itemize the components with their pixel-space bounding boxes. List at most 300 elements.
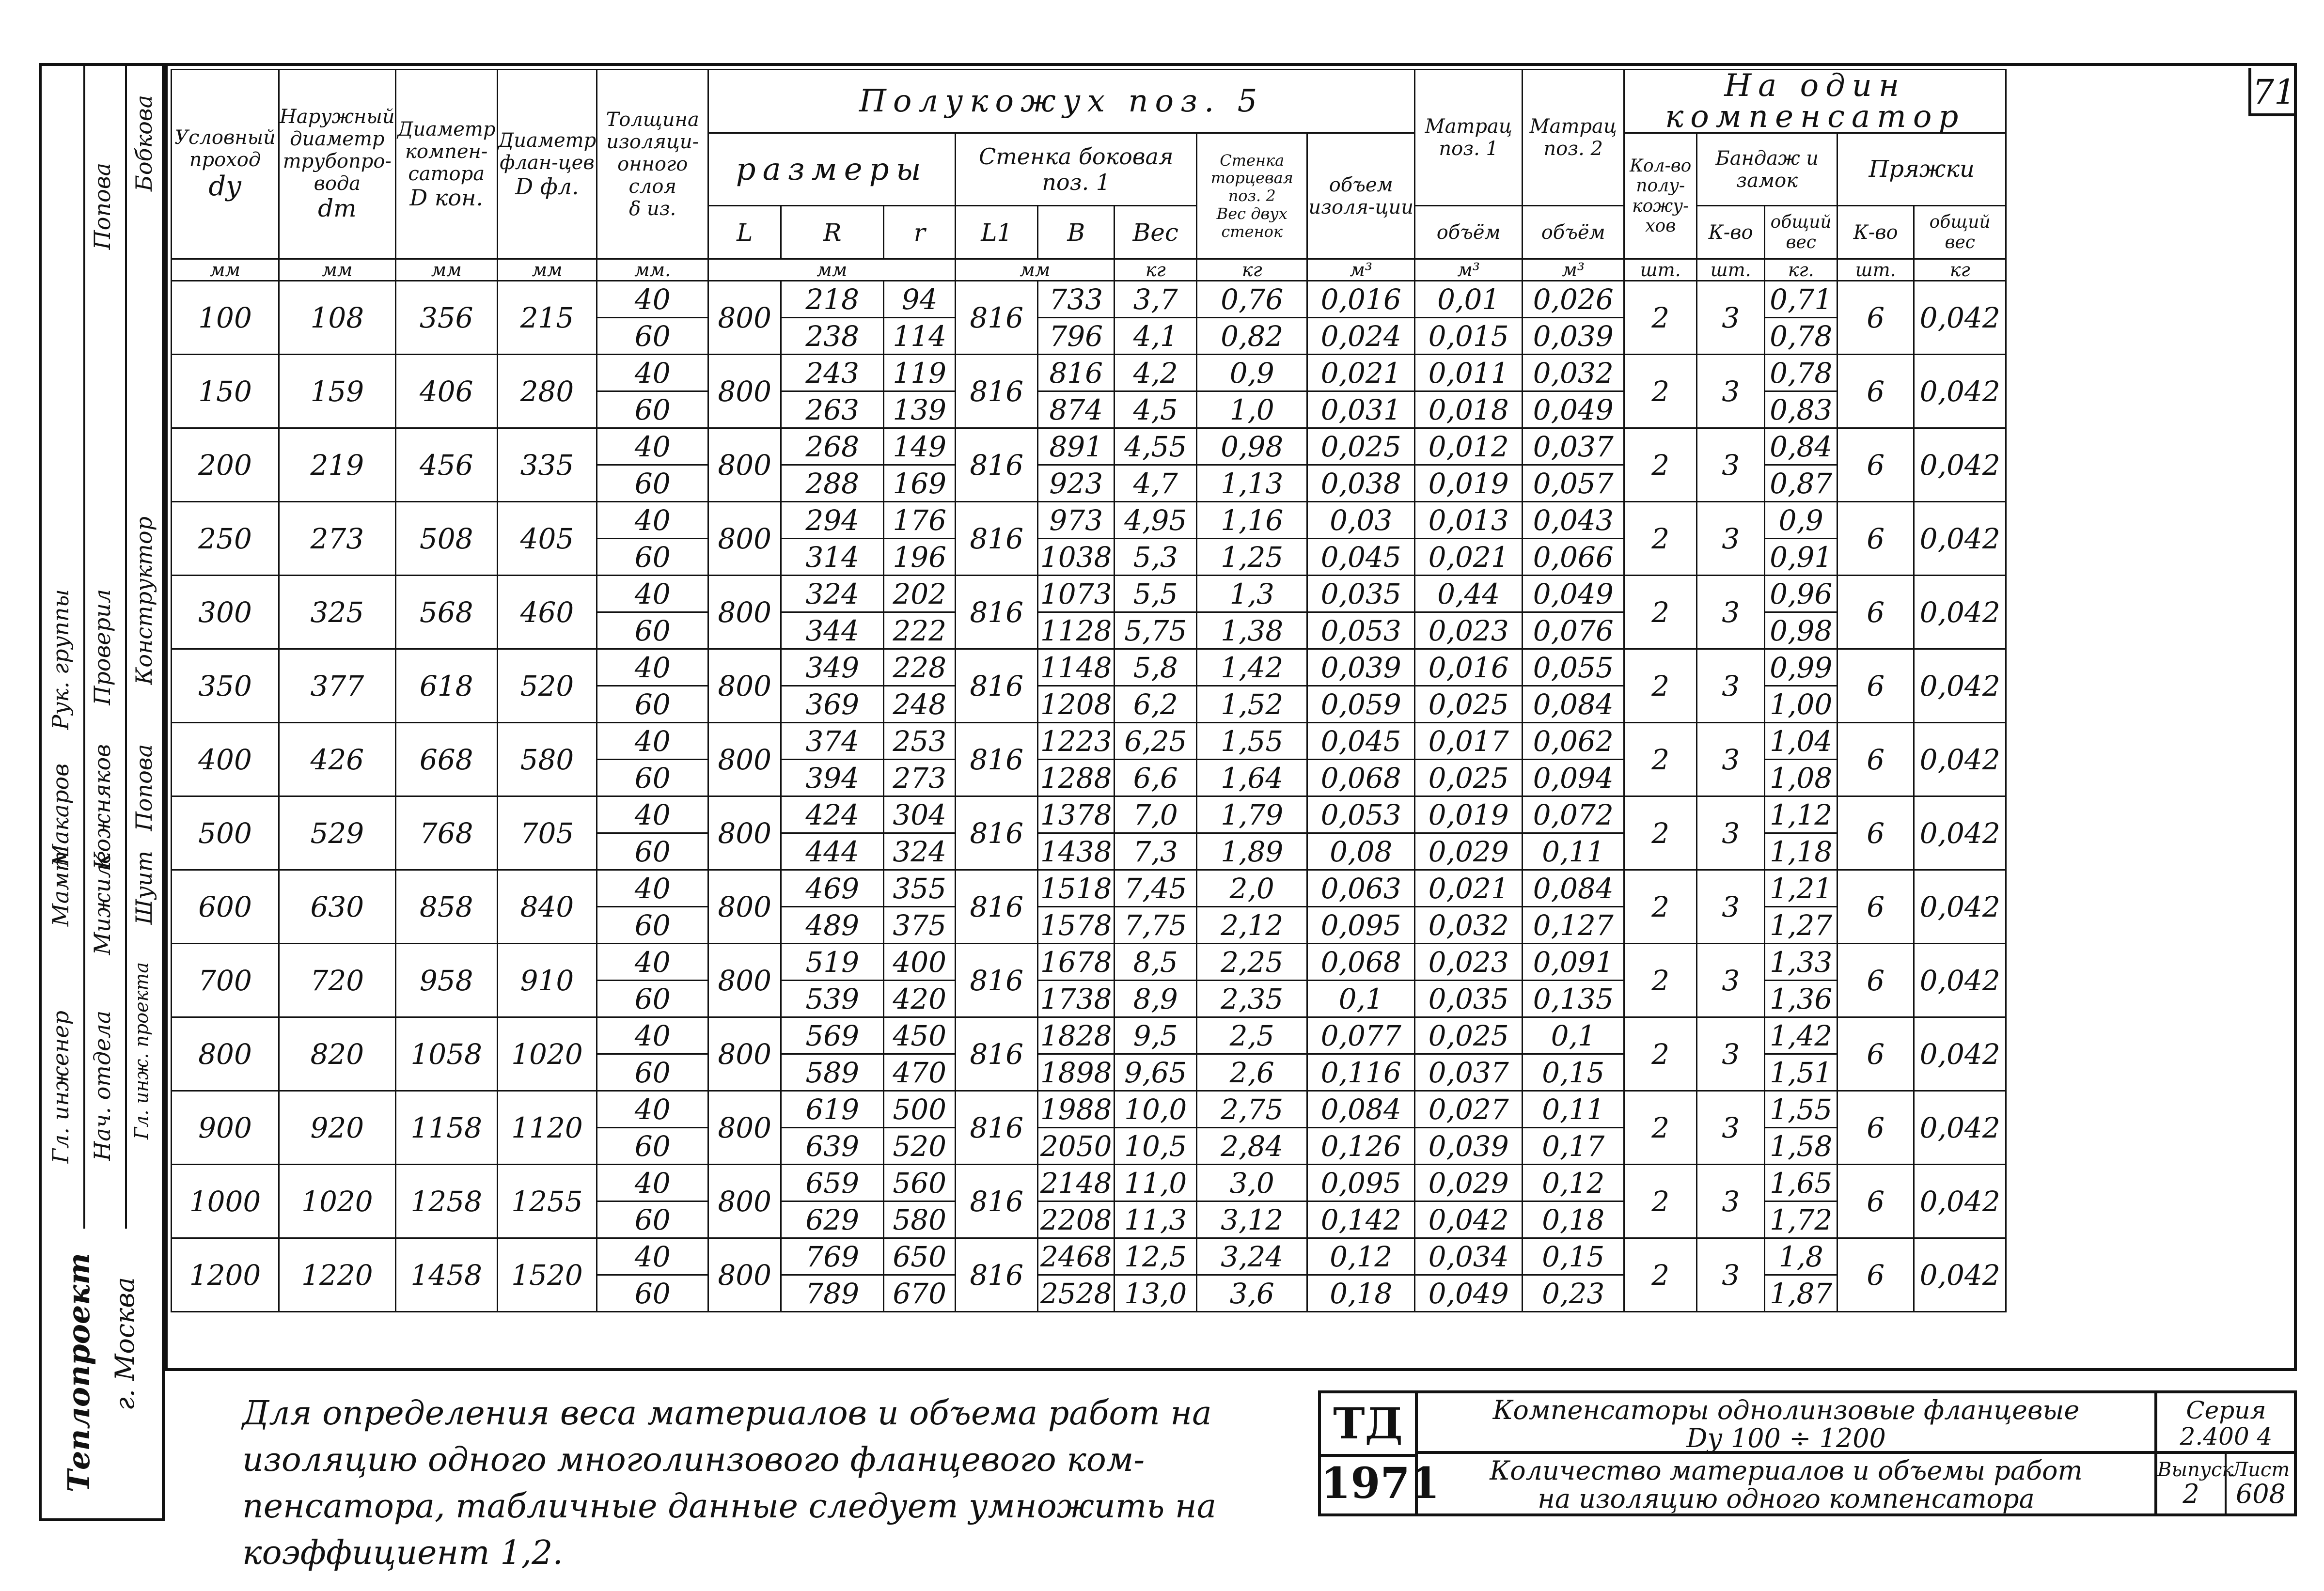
stamp-role-chief-engineer: Гл. инженер [47,1011,74,1164]
cell-end-weight: 0,9 [1197,355,1307,391]
cell-mattress-2: 0,018 [1415,391,1523,428]
cell-dy: 900 [172,1091,279,1165]
cell-band-qty: 3 [1697,428,1765,502]
cell-thickness: 40 [597,796,708,833]
cell-r: 324 [884,833,956,870]
cell-end-weight: 1,13 [1197,465,1307,502]
organization-name: Теплопроект [61,1253,96,1493]
header-conditional-pass [172,70,279,259]
cell-buckle-qty: 6 [1837,796,1914,870]
header-L: L [708,206,781,259]
cell-thickness: 40 [597,355,708,391]
cell-B: 1828 [1038,1017,1115,1054]
cell-buckle-weight: 0,042 [1914,281,2006,355]
unit-cell: кг [1115,259,1197,281]
cell-mattress-1: 0,18 [1307,1275,1415,1312]
cell-half-casing-qty: 2 [1624,576,1697,649]
header-insulation-volume: объем изоля-ции [1307,133,1415,259]
cell-R: 324 [781,576,884,612]
cell-mattress-1: 0,084 [1307,1091,1415,1128]
cell-band-weight: 1,27 [1765,907,1837,944]
cell-band-qty: 3 [1697,502,1765,576]
cell-band-weight: 0,99 [1765,649,1837,686]
cell-L1: 816 [956,723,1038,796]
materials-table [171,69,2007,1312]
cell-ins-volume: 0,18 [1523,1201,1624,1238]
cell-weight: 6,25 [1115,723,1197,760]
cell-df: 405 [497,502,597,576]
cell-B: 1578 [1038,907,1115,944]
cell-dy: 250 [172,502,279,576]
cell-buckle-weight: 0,042 [1914,1091,2006,1165]
title-block-issue-value: 2 [2183,1479,2199,1509]
cell-dt: 720 [279,944,396,1017]
cell-mattress-1: 0,095 [1307,1165,1415,1201]
cell-thickness: 40 [597,1238,708,1275]
cell-thickness: 40 [597,1165,708,1201]
cell-mattress-2: 0,019 [1415,465,1523,502]
header-sizes: размеры [708,133,956,206]
cell-band-qty: 3 [1697,649,1765,723]
cell-mattress-1: 0,063 [1307,870,1415,907]
cell-L1: 816 [956,649,1038,723]
cell-band-weight: 0,9 [1765,502,1837,539]
cell-half-casing-qty: 2 [1624,281,1697,355]
stamp-name-designer: Попова [131,744,157,831]
cell-weight: 7,75 [1115,907,1197,944]
cell-end-weight: 1,55 [1197,723,1307,760]
header-outer-diameter-symbol: dт [318,194,357,223]
cell-dk: 958 [395,944,497,1017]
cell-R: 344 [781,612,884,649]
cell-r: 149 [884,428,956,465]
cell-L: 800 [708,355,781,428]
cell-R: 469 [781,870,884,907]
cell-ins-volume: 0,1 [1523,1017,1624,1054]
cell-dy: 800 [172,1017,279,1091]
cell-dt: 1220 [279,1238,396,1312]
cell-end-weight: 2,0 [1197,870,1307,907]
cell-mattress-1: 0,08 [1307,833,1415,870]
cell-df: 335 [497,428,597,502]
cell-r: 670 [884,1275,956,1312]
cell-band-qty: 3 [1697,355,1765,428]
cell-end-weight: 3,0 [1197,1165,1307,1201]
cell-buckle-qty: 6 [1837,1091,1914,1165]
cell-band-qty: 3 [1697,796,1765,870]
cell-end-weight: 1,64 [1197,760,1307,796]
cell-thickness: 60 [597,391,708,428]
cell-thickness: 40 [597,428,708,465]
cell-buckle-qty: 6 [1837,1165,1914,1238]
cell-mattress-1: 0,045 [1307,723,1415,760]
cell-band-weight: 0,78 [1765,355,1837,391]
unit-cell: шт. [1697,259,1765,281]
cell-mattress-1: 0,068 [1307,760,1415,796]
cell-df: 215 [497,281,597,355]
cell-R: 789 [781,1275,884,1312]
cell-mattress-1: 0,12 [1307,1238,1415,1275]
header-end-wall [1197,133,1307,259]
cell-mattress-2: 0,029 [1415,833,1523,870]
cell-weight: 4,55 [1115,428,1197,465]
title-block-issue-label: Выпуск [2157,1459,2234,1481]
cell-band-qty: 3 [1697,1238,1765,1312]
cell-buckle-weight: 0,042 [1914,649,2006,723]
cell-L1: 816 [956,870,1038,944]
cell-ins-volume: 0,043 [1523,502,1624,539]
cell-L1: 816 [956,428,1038,502]
header-flange-diameter-symbol: D фл. [515,173,579,200]
cell-thickness: 40 [597,723,708,760]
cell-L: 800 [708,944,781,1017]
cell-B: 1073 [1038,576,1115,612]
unit-cell: мм [497,259,597,281]
unit-cell: мм [956,259,1115,281]
title-block-title-1a: Компенсаторы однолинзовые фланцевые [1492,1395,2080,1425]
cell-band-weight: 1,12 [1765,796,1837,833]
cell-r: 139 [884,391,956,428]
organization-block [51,1238,158,1519]
unit-cell: м³ [1307,259,1415,281]
stamp-sidebar [39,63,165,1521]
cell-dy: 150 [172,355,279,428]
cell-df: 1255 [497,1165,597,1238]
cell-end-weight: 1,89 [1197,833,1307,870]
cell-L1: 816 [956,502,1038,576]
cell-mattress-2: 0,01 [1415,281,1523,318]
stamp-top-name-1: Попова [89,163,115,250]
header-per-compensator: На один компенсатор [1624,70,2006,133]
cell-band-weight: 1,65 [1765,1165,1837,1201]
cell-band-weight: 0,96 [1765,576,1837,612]
cell-dt: 219 [279,428,396,502]
cell-mattress-2: 0,013 [1415,502,1523,539]
cell-thickness: 60 [597,981,708,1017]
cell-ins-volume: 0,23 [1523,1275,1624,1312]
cell-r: 520 [884,1128,956,1165]
header-B: B [1038,206,1115,259]
cell-B: 2468 [1038,1238,1115,1275]
cell-weight: 10,5 [1115,1128,1197,1165]
cell-thickness: 40 [597,1091,708,1128]
cell-weight: 3,7 [1115,281,1197,318]
cell-buckle-weight: 0,042 [1914,428,2006,502]
cell-dy: 1200 [172,1238,279,1312]
cell-dk: 1458 [395,1238,497,1312]
cell-dk: 1058 [395,1017,497,1091]
cell-L1: 816 [956,796,1038,870]
cell-ins-volume: 0,11 [1523,1091,1624,1128]
organization-city: г. Москва [110,1277,140,1411]
cell-B: 2148 [1038,1165,1115,1201]
cell-buckle-weight: 0,042 [1914,1238,2006,1312]
header-L1: L1 [956,206,1038,259]
cell-weight: 7,3 [1115,833,1197,870]
cell-band-qty: 3 [1697,1017,1765,1091]
cell-band-weight: 0,91 [1765,539,1837,576]
cell-dt: 1020 [279,1165,396,1238]
cell-half-casing-qty: 2 [1624,428,1697,502]
cell-R: 589 [781,1054,884,1091]
cell-mattress-2: 0,032 [1415,907,1523,944]
header-outer-diameter-label: Наружный диаметр трубопро-вода [280,106,395,195]
cell-ins-volume: 0,032 [1523,355,1624,391]
cell-band-weight: 1,04 [1765,723,1837,760]
cell-buckle-qty: 6 [1837,649,1914,723]
header-buckle-weight: общий вес [1914,206,2006,259]
cell-dy: 200 [172,428,279,502]
cell-L: 800 [708,870,781,944]
cell-ins-volume: 0,057 [1523,465,1624,502]
cell-mattress-1: 0,053 [1307,796,1415,833]
cell-buckle-qty: 6 [1837,723,1914,796]
cell-r: 375 [884,907,956,944]
cell-B: 923 [1038,465,1115,502]
cell-weight: 5,5 [1115,576,1197,612]
cell-ins-volume: 0,049 [1523,391,1624,428]
cell-buckle-weight: 0,042 [1914,796,2006,870]
cell-band-weight: 1,08 [1765,760,1837,796]
cell-R: 349 [781,649,884,686]
cell-half-casing-qty: 2 [1624,796,1697,870]
cell-ins-volume: 0,037 [1523,428,1624,465]
cell-half-casing-qty: 2 [1624,649,1697,723]
table-row [172,723,2006,760]
cell-r: 222 [884,612,956,649]
cell-df: 1020 [497,1017,597,1091]
cell-mattress-1: 0,045 [1307,539,1415,576]
cell-band-weight: 1,51 [1765,1054,1837,1091]
table-row [172,796,2006,833]
cell-B: 1148 [1038,649,1115,686]
header-conditional-pass-symbol: dу [208,170,242,202]
cell-ins-volume: 0,15 [1523,1054,1624,1091]
table-row [172,1238,2006,1275]
cell-band-qty: 3 [1697,1091,1765,1165]
page-number: 71 [2248,68,2297,116]
cell-B: 874 [1038,391,1115,428]
cell-half-casing-qty: 2 [1624,502,1697,576]
cell-band-weight: 0,98 [1765,612,1837,649]
cell-band-weight: 0,71 [1765,281,1837,318]
cell-thickness: 60 [597,907,708,944]
cell-df: 840 [497,870,597,944]
cell-half-casing-qty: 2 [1624,723,1697,796]
header-r: r [884,206,956,259]
title-block-issue [2154,1454,2234,1514]
cell-band-qty: 3 [1697,870,1765,944]
cell-buckle-weight: 0,042 [1914,870,2006,944]
cell-ins-volume: 0,11 [1523,833,1624,870]
cell-mattress-1: 0,077 [1307,1017,1415,1054]
cell-dy: 700 [172,944,279,1017]
cell-band-qty: 3 [1697,723,1765,796]
cell-dt: 426 [279,723,396,796]
cell-end-weight: 1,3 [1197,576,1307,612]
unit-cell: кг [1914,259,2006,281]
cell-mattress-2: 0,025 [1415,1017,1523,1054]
unit-cell: м³ [1523,259,1624,281]
cell-buckle-weight: 0,042 [1914,723,2006,796]
cell-R: 489 [781,907,884,944]
stamp-name-chief-project-engineer: Шуит [131,851,157,925]
cell-L: 800 [708,649,781,723]
header-buckles: Пряжки [1837,133,2006,206]
cell-dt: 529 [279,796,396,870]
cell-buckle-qty: 6 [1837,428,1914,502]
title-block-sheet-label: Лист [2231,1459,2290,1481]
header-insulation-thickness-label: Толщина изоляци-онного слоя [606,109,699,198]
table-row [172,649,2006,686]
title-block-code [1321,1393,1440,1514]
cell-L1: 816 [956,281,1038,355]
cell-mattress-2: 0,012 [1415,428,1523,465]
cell-df: 705 [497,796,597,870]
table-row [172,1091,2006,1128]
cell-dy: 1000 [172,1165,279,1238]
cell-end-weight: 1,16 [1197,502,1307,539]
cell-end-weight: 3,6 [1197,1275,1307,1312]
cell-weight: 11,3 [1115,1201,1197,1238]
cell-end-weight: 2,35 [1197,981,1307,1017]
cell-R: 769 [781,1238,884,1275]
cell-L: 800 [708,723,781,796]
cell-buckle-qty: 6 [1837,870,1914,944]
cell-dk: 618 [395,649,497,723]
cell-band-weight: 0,87 [1765,465,1837,502]
title-block-title-1b: Dу 100 ÷ 1200 [1686,1423,1886,1453]
cell-weight: 13,0 [1115,1275,1197,1312]
cell-R: 619 [781,1091,884,1128]
cell-r: 470 [884,1054,956,1091]
cell-end-weight: 0,98 [1197,428,1307,465]
cell-band-weight: 1,42 [1765,1017,1837,1054]
cell-band-qty: 3 [1697,281,1765,355]
table-row [172,944,2006,981]
cell-ins-volume: 0,066 [1523,539,1624,576]
cell-buckle-weight: 0,042 [1914,944,2006,1017]
cell-band-qty: 3 [1697,944,1765,1017]
cell-mattress-2: 0,021 [1415,539,1523,576]
cell-end-weight: 1,25 [1197,539,1307,576]
cell-buckle-qty: 6 [1837,1017,1914,1091]
cell-thickness: 60 [597,760,708,796]
cell-mattress-2: 0,039 [1415,1128,1523,1165]
cell-dk: 456 [395,428,497,502]
cell-thickness: 60 [597,1275,708,1312]
header-half-casing: Полукожух поз. 5 [708,70,1415,133]
footnote: Для определения веса материалов и объема работ на изоляцию одного многолинзового фланцевого ком-пенсатора, табличные данные следует умножить на коэффициент 1,2. [242,1394,1217,1572]
cell-r: 450 [884,1017,956,1054]
cell-buckle-qty: 6 [1837,1238,1914,1312]
cell-R: 444 [781,833,884,870]
cell-L1: 816 [956,1017,1038,1091]
cell-mattress-1: 0,024 [1307,318,1415,355]
cell-weight: 4,7 [1115,465,1197,502]
cell-B: 1223 [1038,723,1115,760]
cell-buckle-qty: 6 [1837,355,1914,428]
title-block-td: ТД [1321,1393,1415,1457]
cell-dt: 108 [279,281,396,355]
cell-end-weight: 3,12 [1197,1201,1307,1238]
cell-band-weight: 0,83 [1765,391,1837,428]
cell-L1: 816 [956,1091,1038,1165]
stamp-name-dept-head: Мижиле [89,851,115,955]
cell-dy: 300 [172,576,279,649]
unit-cell: м³ [1415,259,1523,281]
unit-cell: мм [395,259,497,281]
unit-cell: мм [708,259,956,281]
cell-mattress-2: 0,034 [1415,1238,1523,1275]
cell-dk: 508 [395,502,497,576]
cell-L1: 816 [956,1165,1038,1238]
cell-B: 816 [1038,355,1115,391]
cell-R: 268 [781,428,884,465]
cell-weight: 10,0 [1115,1091,1197,1128]
cell-L: 800 [708,1238,781,1312]
cell-L: 800 [708,796,781,870]
cell-buckle-qty: 6 [1837,944,1914,1017]
cell-r: 400 [884,944,956,981]
cell-end-weight: 2,75 [1197,1091,1307,1128]
cell-r: 228 [884,649,956,686]
cell-dk: 1158 [395,1091,497,1165]
cell-half-casing-qty: 2 [1624,1238,1697,1312]
cell-half-casing-qty: 2 [1624,355,1697,428]
cell-thickness: 60 [597,539,708,576]
cell-ins-volume: 0,17 [1523,1128,1624,1165]
cell-weight: 11,0 [1115,1165,1197,1201]
table-row [172,355,2006,391]
cell-L: 800 [708,428,781,502]
title-block-series-value: 2.400 4 [2180,1422,2273,1451]
cell-half-casing-qty: 2 [1624,1091,1697,1165]
cell-B: 1518 [1038,870,1115,907]
cell-dt: 325 [279,576,396,649]
cell-r: 196 [884,539,956,576]
header-R: R [781,206,884,259]
cell-B: 2208 [1038,1201,1115,1238]
cell-df: 1520 [497,1238,597,1312]
cell-ins-volume: 0,12 [1523,1165,1624,1201]
cell-weight: 9,5 [1115,1017,1197,1054]
cell-ins-volume: 0,076 [1523,612,1624,649]
cell-band-weight: 1,00 [1765,686,1837,723]
cell-ins-volume: 0,062 [1523,723,1624,760]
cell-B: 1738 [1038,981,1115,1017]
cell-df: 460 [497,576,597,649]
cell-ins-volume: 0,15 [1523,1238,1624,1275]
cell-mattress-1: 0,035 [1307,576,1415,612]
header-end-wall-sub: Вес двух стенок [1216,204,1288,241]
cell-r: 420 [884,981,956,1017]
cell-end-weight: 2,84 [1197,1128,1307,1165]
cell-dk: 406 [395,355,497,428]
cell-mattress-1: 0,025 [1307,428,1415,465]
cell-B: 1438 [1038,833,1115,870]
cell-thickness: 40 [597,502,708,539]
cell-R: 218 [781,281,884,318]
stamp-top-name-2: Бобкова [131,95,157,191]
title-block-sheet-value: 608 [2235,1479,2286,1509]
drawing-sheet [39,63,2297,1572]
cell-B: 733 [1038,281,1115,318]
header-mattress-1-volume: объём [1415,206,1523,259]
cell-r: 114 [884,318,956,355]
cell-dk: 356 [395,281,497,355]
cell-weight: 5,8 [1115,649,1197,686]
